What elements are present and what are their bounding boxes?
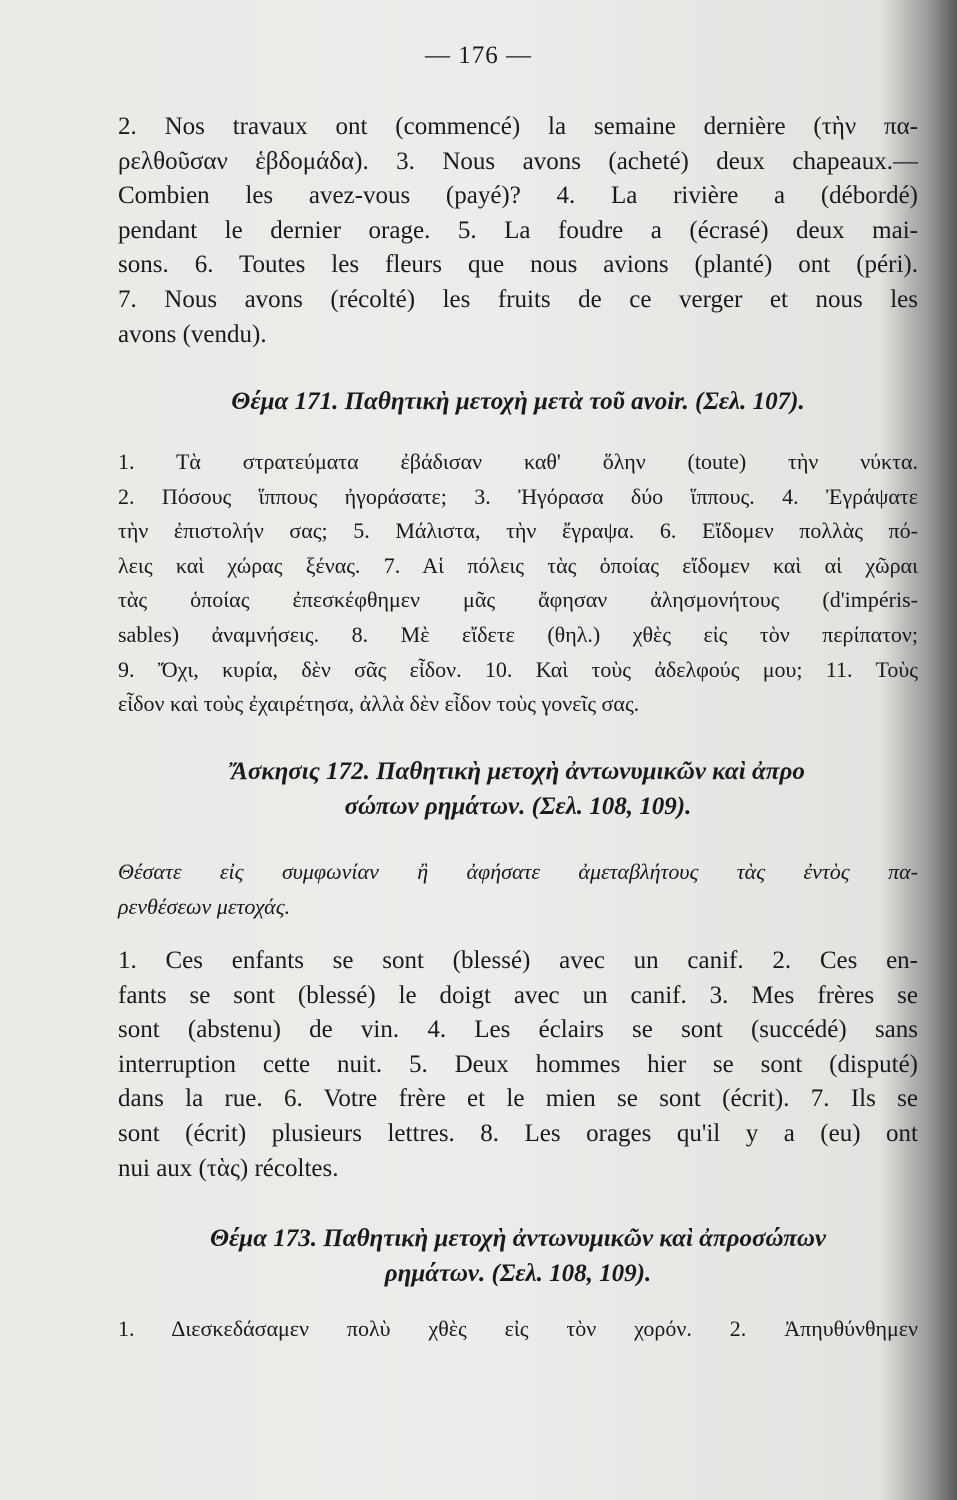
text-line: τὴν ἐπιστολήν σας; 5. Μάλιστα, τὴν ἔγραψα. 6. Εἴδομεν πολλὰς πό- <box>118 518 918 544</box>
thema-173-heading <box>118 1222 918 1291</box>
text-line: sont (abstenu) de vin. 4. Les éclairs se sont (succédé) sans <box>118 1016 918 1044</box>
thema-171-heading <box>118 385 918 420</box>
text-line: sons. 6. Toutes les fleurs que nous avions (planté) ont (péri). <box>118 251 918 279</box>
text-line: pendant le dernier orage. 5. La foudre a (écrasé) deux mai- <box>118 216 918 244</box>
text-line: 2. Nos travaux ont (commencé) la semaine dernière (τὴν πα- <box>118 113 918 140</box>
section-heading: Θέμα 171. Παθητικὴ μετοχὴ μετὰ τοῦ avoir. (Σελ. 107). <box>231 388 805 415</box>
thema-171-body <box>118 445 918 722</box>
text-line: 1. Τὰ στρατεύματα ἐβάδισαν καθ' ὅλην (toute) τὴν νύκτα. <box>118 449 918 474</box>
text-line: εἶδον καὶ τοὺς ἐχαιρέτησα, ἀλλὰ δὲν εἶδον τοὺς γονεῖς σας. <box>118 691 640 717</box>
instruction-line: ρενθέσεων μετοχάς. <box>118 893 291 919</box>
thema-173-body <box>118 1312 918 1347</box>
text-line: 1. Ces enfants se sont (blessé) avec un canif. 2. Ces en- <box>118 947 918 974</box>
text-line: ρελθοῦσαν ἑβδομάδα). 3. Nous avons (acheté) deux chapeaux.— <box>118 147 918 175</box>
text-line: nui aux (τὰς) récoltes. <box>118 1154 339 1182</box>
section-heading: ρημάτων. (Σελ. 108, 109). <box>384 1259 652 1287</box>
askisis-172-heading <box>118 755 918 824</box>
text-line: avons (vendu). <box>118 320 267 348</box>
text-line: sont (écrit) plusieurs lettres. 8. Les orages qu'il y a (eu) ont <box>118 1119 918 1147</box>
text-line: 7. Nous avons (récolté) les fruits de ce verger et nous les <box>118 285 918 313</box>
page-number: — 176 — <box>425 42 532 69</box>
text-line: 1. Διεσκεδάσαμεν πολὺ χθὲς εἰς τὸν χορόν. 2. Ἀπηυθύνθημεν <box>118 1316 918 1341</box>
text-line: 2. Πόσους ἵππους ἠγοράσατε; 3. Ἠγόρασα δύο ἵππους. 4. Ἐγράψατε <box>118 483 918 509</box>
askisis-172-body <box>118 944 918 1186</box>
text-line: Combien les avez-vous (payé)? 4. La rivière a (débordé) <box>118 182 918 210</box>
section-heading: Ἄσκησις 172. Παθητικὴ μετοχὴ ἀντωνυμικῶν καὶ ἀπρο <box>231 758 805 785</box>
text-line: λεις καὶ χώρας ξένας. 7. Αἱ πόλεις τὰς ὁποίας εἴδομεν καὶ αἱ χῶραι <box>118 552 918 578</box>
text-line: sables) ἀναμνήσεις. 8. Μὲ εἴδετε (θηλ.) χθὲς εἰς τὸν περίπατον; <box>118 621 918 647</box>
exercise-170-continuation <box>118 110 918 352</box>
text-line: τὰς ὁποίας ἐπεσκέφθημεν μᾶς ἄφησαν ἀλησμονήτους (d'impéris- <box>118 587 918 613</box>
text-line: 9. Ὄχι, κυρία, δὲν σᾶς εἶδον. 10. Καὶ τοὺς ἀδελφούς μου; 11. Τοὺς <box>118 656 918 682</box>
instruction-line: Θέσατε εἰς συμφωνίαν ἢ ἀφήσατε ἀμεταβλήτους τὰς ἐντὸς πα- <box>118 859 918 884</box>
section-heading: σώπων ρημάτων. (Σελ. 108, 109). <box>344 792 692 820</box>
text-line: dans la rue. 6. Votre frère et le mien se sont (écrit). 7. Ils se <box>118 1085 918 1113</box>
section-heading: Θέμα 173. Παθητικὴ μετοχὴ ἀντωνυμικῶν καὶ ἀπροσώπων <box>209 1225 827 1252</box>
text-line: interruption cette nuit. 5. Deux hommes hier se sont (disputé) <box>118 1050 918 1078</box>
askisis-172-instruction <box>118 855 918 924</box>
text-line: fants se sont (blessé) le doigt avec un canif. 3. Mes frères se <box>118 981 918 1009</box>
